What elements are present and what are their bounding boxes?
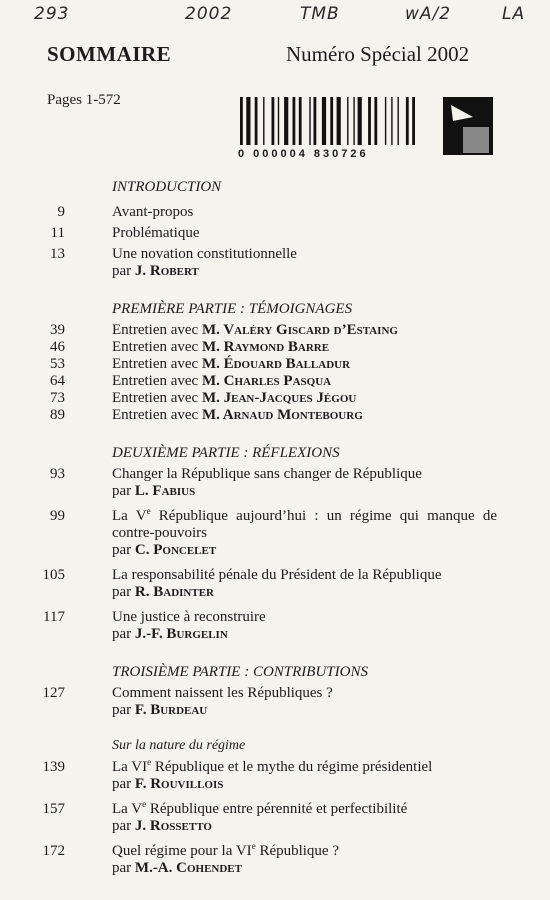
- entry-author: M. Raymond Barre: [201, 339, 330, 355]
- page-title: SOMMAIRE: [47, 42, 172, 66]
- by-label: par: [112, 263, 132, 279]
- entry-title: Entretien avec: [112, 339, 199, 355]
- page-number: 157: [42, 801, 65, 817]
- toc-entry: [0, 567, 550, 601]
- publisher-logo: [443, 97, 493, 155]
- entry-author: M. Édouard Balladur: [201, 356, 351, 372]
- by-label: par: [112, 860, 132, 876]
- toc-entry: [0, 225, 550, 242]
- by-label: par: [112, 702, 132, 718]
- toc-entry: [0, 204, 550, 221]
- entry-author: J. Rossetto: [134, 818, 212, 834]
- page-number: 99: [50, 508, 65, 524]
- entry-title: Entretien avec: [112, 356, 199, 372]
- page-number: 93: [50, 466, 65, 482]
- page-number: 73: [50, 390, 65, 406]
- entry-title: Quel régime pour la VIe République ?: [112, 841, 340, 859]
- by-label: par: [112, 584, 132, 600]
- entry-title: Une novation constitutionnelle: [112, 246, 297, 262]
- entry-title: La Ve République aujourd’hui : un régime qui manque de contre-pouvoirs: [112, 506, 497, 541]
- entry-author: J.-F. Burgelin: [134, 626, 228, 642]
- entry-title: La Ve République entre pérennité et perfectibilité: [112, 799, 408, 817]
- entry-author: F. Rouvillois: [134, 776, 224, 792]
- page-number: 13: [50, 246, 65, 262]
- by-label: par: [112, 542, 132, 558]
- page-number: 127: [42, 685, 65, 701]
- subsection-heading: Sur la nature du régime: [112, 738, 246, 753]
- page-number: 139: [42, 759, 65, 775]
- page-number: 105: [42, 567, 65, 583]
- entry-title: Problématique: [112, 225, 200, 241]
- entry-title: Entretien avec: [112, 390, 199, 406]
- entry-title: La VIe République et le mythe du régime présidentiel: [112, 757, 433, 775]
- by-label: par: [112, 776, 132, 792]
- entry-title: Entretien avec: [112, 407, 199, 423]
- handwritten-note: LA: [502, 4, 526, 24]
- toc-entry: [0, 843, 550, 877]
- handwritten-note: TMB: [300, 4, 340, 24]
- page-number: 53: [50, 356, 65, 372]
- barcode-number: 0 000004 830726: [238, 148, 369, 160]
- entry-title: Avant-propos: [112, 204, 194, 220]
- toc-entry: [0, 246, 550, 280]
- section-heading: DEUXIÈME PARTIE : RÉFLEXIONS: [112, 445, 340, 461]
- entry-title: Changer la République sans changer de République: [112, 466, 422, 482]
- entry-title: Une justice à reconstruire: [112, 609, 266, 625]
- entry-author: M. Jean-Jacques Jégou: [201, 390, 357, 406]
- entry-author: R. Badinter: [134, 584, 214, 600]
- handwritten-note: wA/2: [405, 4, 452, 24]
- page-number: 172: [42, 843, 65, 859]
- by-label: par: [112, 483, 132, 499]
- page-number: 89: [50, 407, 65, 423]
- entry-title: Entretien avec: [112, 373, 199, 389]
- page-number: 117: [43, 609, 65, 625]
- toc-entry: [0, 356, 550, 373]
- entry-author: F. Burdeau: [134, 702, 208, 718]
- section-heading: TROISIÈME PARTIE : CONTRIBUTIONS: [112, 664, 368, 680]
- section-heading: PREMIÈRE PARTIE : TÉMOIGNAGES: [112, 301, 353, 317]
- toc-entry: [0, 609, 550, 643]
- handwritten-note: 2002: [185, 4, 233, 24]
- toc-entry: [0, 322, 550, 339]
- toc-entry: [0, 339, 550, 356]
- toc-entry: [0, 407, 550, 424]
- entry-title: Entretien avec: [112, 322, 199, 338]
- page-range: Pages 1-572: [47, 92, 121, 108]
- entry-author: C. Poncelet: [134, 542, 217, 558]
- issue-label: Numéro Spécial 2002: [286, 42, 470, 66]
- entry-author: M. Valéry Giscard d’Estaing: [201, 322, 398, 338]
- page-number: 39: [50, 322, 65, 338]
- page-number: 11: [50, 225, 65, 241]
- toc-entry: [0, 801, 550, 835]
- page-number: 46: [50, 339, 65, 355]
- toc-entry: [0, 466, 550, 500]
- entry-author: M.-A. Cohendet: [134, 860, 242, 876]
- by-label: par: [112, 818, 132, 834]
- toc-entry: [0, 390, 550, 407]
- page-number: 64: [50, 373, 65, 389]
- entry-author: M. Charles Pasqua: [201, 373, 332, 389]
- toc-entry: [0, 508, 550, 559]
- section-heading: INTRODUCTION: [112, 179, 222, 195]
- entry-author: M. Arnaud Montebourg: [201, 407, 363, 423]
- entry-author: L. Fabius: [134, 483, 196, 499]
- entry-title: Comment naissent les Républiques ?: [112, 685, 333, 701]
- handwritten-note: 293: [34, 4, 70, 24]
- toc-entry: [0, 759, 550, 793]
- toc-entry: [0, 685, 550, 719]
- page-number: 9: [57, 204, 65, 220]
- toc-entry: [0, 373, 550, 390]
- by-label: par: [112, 626, 132, 642]
- barcode: [238, 97, 438, 147]
- table-of-contents: [0, 178, 550, 877]
- entry-title: La responsabilité pénale du Président de la République: [112, 567, 442, 583]
- entry-author: J. Robert: [134, 263, 199, 279]
